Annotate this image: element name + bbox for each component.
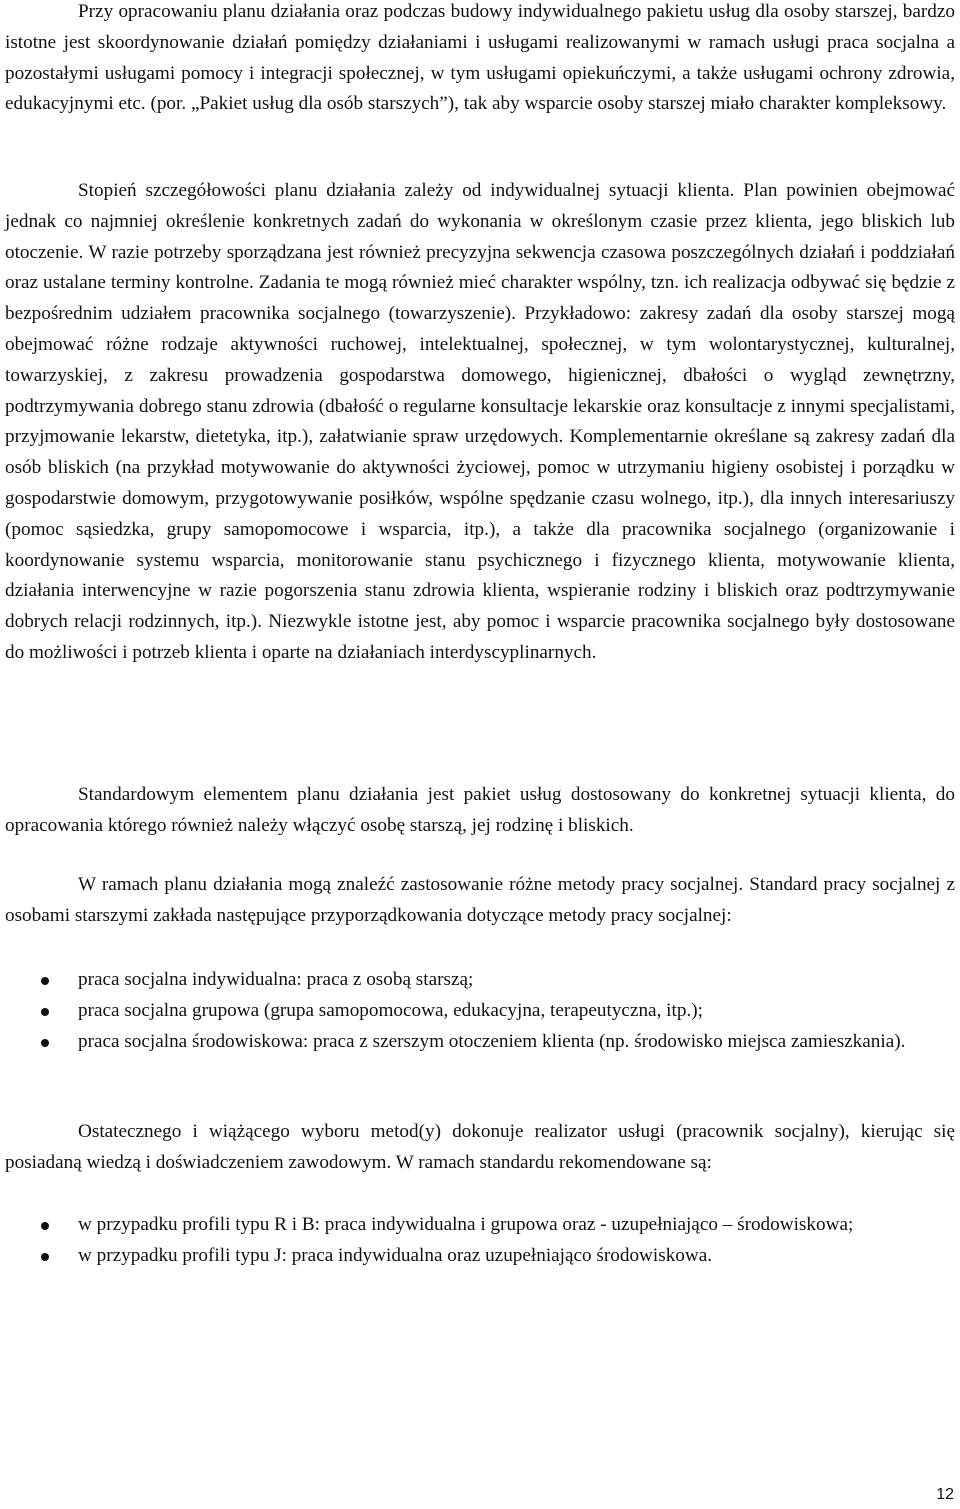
paragraph-coordination: Przy opracowaniu planu działania oraz podczas budowy indywidualnego pakietu usług dla osoby starszej, bardzo istotne jest skoordynowanie działań pomiędzy działaniami i usługami realizowanymi w ramach usługi praca socjalna a pozostałymi usługami pomocy i integracji społecznej, w tym usługami opiekuńczymi, a także usługami ochrony zdrowia, edukacyjnymi etc. (por. „Pakiet usług dla osób starszych”), tak aby wsparcie osoby starszej miało charakter kompleksowy. xyxy=(5,1,955,115)
list-item-text: praca socjalna środowiskowa: praca z szerszym otoczeniem klienta (np. środowisko miejsca zamieszkania). xyxy=(78,1030,906,1052)
paragraph-methods-intro: W ramach planu działania mogą znaleźć zastosowanie różne metody pracy socjalnej. Standard pracy socjalnej z osobami starszymi zakłada następujące przyporządkowania dotyczące metody pracy socjalnej: xyxy=(5,874,955,926)
list-item xyxy=(5,1241,955,1272)
list-item xyxy=(5,965,955,996)
bullet-icon xyxy=(41,1253,49,1261)
bullet-icon xyxy=(41,1008,49,1016)
list-item xyxy=(5,1027,955,1058)
paragraph-plan-detail: Stopień szczegółowości planu działania zależy od indywidualnej sytuacji klienta. Plan powinien obejmować jednak co najmniej określenie konkretnych zadań do wykonania w określonym czasie przez klienta, jego bliskich lub otoczenie. W razie potrzeby sporządzana jest również precyzyjna sekwencja czasowa poszczególnych działań i poddziałań oraz ustalane terminy kontrolne. Zadania te mogą również mieć charakter wspólny, tzn. ich realizacja odbywać się będzie z bezpośrednim udziałem pracownika socjalnego (towarzyszenie). Przykładowo: zakresy zadań dla osoby starszej mogą obejmować różne rodzaje aktywności ruchowej, intelektualnej, społecznej, w tym wolontarystycznej, kulturalnej, towarzyskiej, z zakresu prowadzenia gospodarstwa domowego, higienicznej, dbałości o wygląd zewnętrzny, podtrzymywania dobrego stanu zdrowia (dbałość o regularne konsultacje lekarskie oraz konsultacje z innymi specjalistami, przyjmowanie lekarstw, dietetyka, itp.), załatwianie spraw urzędowych. Komplementarnie określane są zakresy zadań dla osób bliskich (na przykład motywowanie do aktywności życiowej, pomoc w utrzymaniu higieny osobistej i porządku w gospodarstwie domowym, przygotowywanie posiłków, wspólne spędzanie czasu wolnego, itp.), dla innych interesariuszy (pomoc sąsiedzka, grupy samopomocowe i wsparcia, itp.), a także dla pracownika socjalnego (organizowanie i koordynowanie systemu wsparcia, monitorowanie stanu psychicznego i fizycznego klienta, motywowanie klienta, działania interwencyjne w razie pogorszenia stanu zdrowia klienta, wspieranie rodziny i bliskich oraz podtrzymywanie dobrych relacji rodzinnych, itp.). Niezwykle istotne jest, aby pomoc i wsparcie pracownika socjalnego były dostosowane do możliwości i potrzeb klienta i oparte na działaniach interdyscyplinarnych. xyxy=(5,180,955,663)
bullet-icon xyxy=(41,1039,49,1047)
list-item-text: praca socjalna grupowa (grupa samopomocowa, edukacyjna, terapeutyczna, itp.); xyxy=(78,999,703,1021)
methods-list xyxy=(5,965,955,1057)
list-item xyxy=(5,996,955,1027)
recommendations-list xyxy=(5,1210,955,1272)
page-number: 12 xyxy=(936,1486,954,1503)
list-item xyxy=(5,1210,955,1241)
bullet-icon xyxy=(41,1222,49,1230)
paragraph-final-choice: Ostatecznego i wiążącego wyboru metod(y) dokonuje realizator usługi (pracownik socjalny), kierując się posiadaną wiedzą i doświadczeniem zawodowym. W ramach standardu rekomendowane są: xyxy=(5,1121,955,1173)
paragraph-service-package: Standardowym elementem planu działania jest pakiet usług dostosowany do konkretnej sytuacji klienta, do opracowania którego również należy włączyć osobę starszą, jej rodzinę i bliskich. xyxy=(5,784,955,836)
list-item-text: w przypadku profili typu R i B: praca indywidualna i grupowa oraz - uzupełniająco – środowiskowa; xyxy=(78,1214,854,1235)
list-item-text: w przypadku profili typu J: praca indywidualna oraz uzupełniająco środowiskowa. xyxy=(78,1244,713,1266)
bullet-icon xyxy=(41,977,49,985)
list-item-text: praca socjalna indywidualna: praca z osobą starszą; xyxy=(78,969,474,990)
